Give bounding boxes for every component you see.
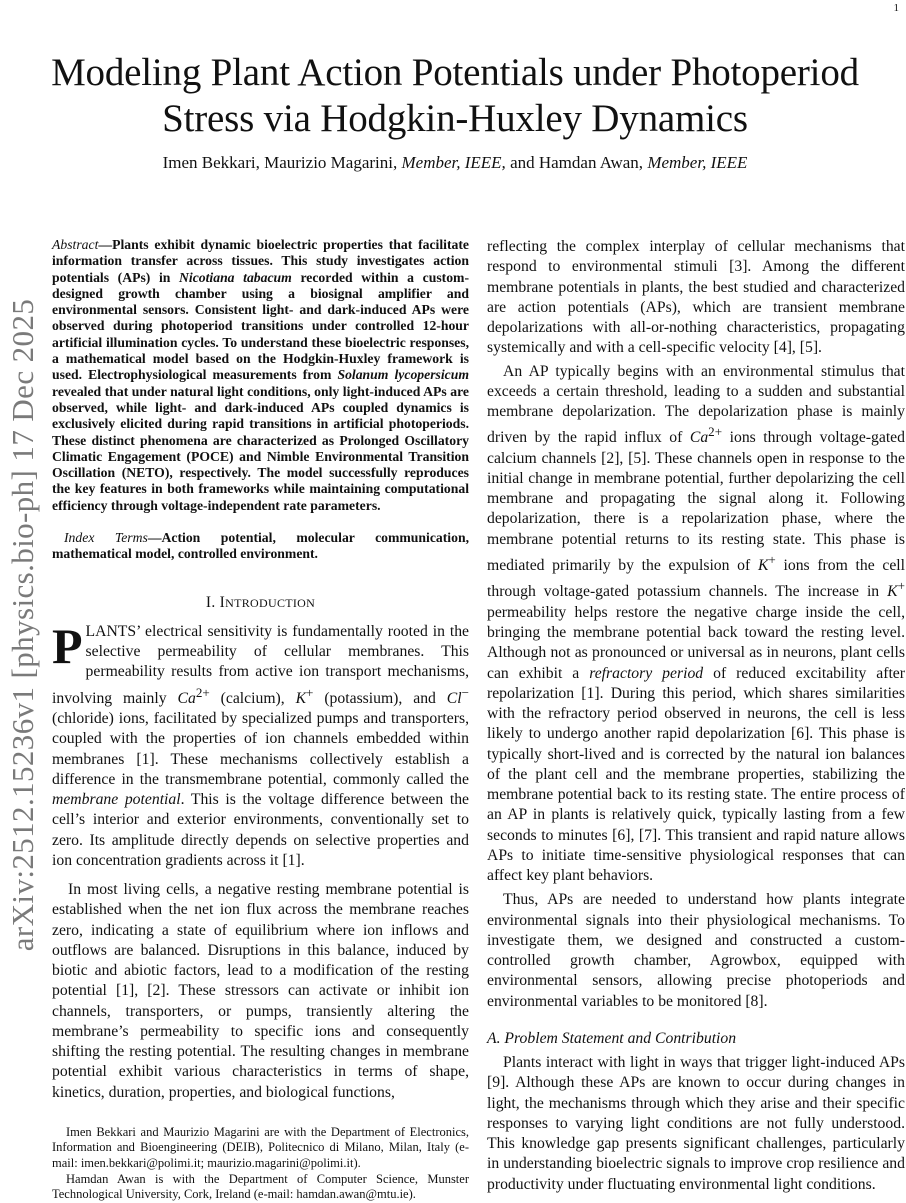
right-p2-c: ions from the cell through voltage-gated potassium channels. The increase in: [487, 557, 906, 601]
abstract-text-3: revealed that under natural light conditions, only light-induced APs are observed, while light- and dark-induced APs coupled dynamics is exclusively elicited during rapid transitions in artificial photoperiods. These distinct phenomena are characterized as Prolonged Oscillatory Climatic Engagement (POCE) and Nimble Environmental Transition Oscillation (NETO), respectively. The model successfully reproduces the key features in both frameworks while maintaining computational efficiency through voltage-independent rate parameters.: [52, 383, 469, 513]
subsection-heading: A. Problem Statement and Contribution: [487, 1029, 737, 1047]
right-p2-a: An AP typically begins with an environmental stimulus that exceeds a certain threshold, leading to a sudden and substantial membrane depolarization. The depolarization phase is mainly driven by the rapid influx of: [487, 362, 905, 447]
right-p2-e: of reduced excitability after repolarization [1]. During this period, which shares similarities with the refractory period observed in neurons, the cell is less likely to undergo another rapid depolarization [6]. This phase is typically short-lived and is corrected by the natural ion balances of the plant cell and the membrane properties, stabilizing the membrane potential back to its resting state. The entire process of an AP in plants is relatively quick, typically lasting from a few seconds to minutes [6], [7]. This transient and rapid nature allows APs to initiate time-sensitive physiological responses that can affect key plant behaviors.: [487, 664, 905, 885]
intro-p1-b: (calcium),: [209, 689, 296, 707]
footnotes: [52, 1125, 469, 1203]
right-p2-d: permeability helps restore the negative charge inside the cell, bringing the membrane potential back toward the resting level. Although not as pronounced or universal as in neurons, plant cells can exhibit a: [487, 603, 905, 682]
abstract: [52, 237, 469, 514]
abstract-species-2: Solanum lycopersicum: [337, 367, 469, 383]
intro-paragraph-1: [52, 617, 470, 871]
right-p2-emphasis: refractory period: [589, 664, 704, 682]
section-numeral: I. I: [205, 593, 226, 611]
title-line-2: Stress via Hodgkin-Huxley Dynamics: [162, 97, 748, 140]
calcium-symbol-2: Ca: [689, 429, 709, 447]
right-p2-b: ions through voltage-gated calcium channels [2], [5]. These channels open in response to the initial change in membrane potential, further depolarizing the cell membrane and propagating the signal along it. Following depolarization, there is a repolarization phase, where the membrane potential returns to its resting state. This phase is mediated primarily by the expulsion of: [487, 429, 905, 575]
intro-p1-emphasis: membrane potential: [52, 791, 181, 809]
right-paragraph-1: reflecting the complex interplay of cellular mechanisms that respond to environmental stimuli [3]. Among the different membrane potentials in plants, the best studied and characterized are action potentials (APs), which are transient membrane depolarizations with all-or-nothing characteristics, propagating systemically and with a cell-specific velocity [4], [5].: [487, 238, 905, 357]
calcium-charge-2: 2+: [708, 424, 723, 440]
intro-paragraph-2: In most living cells, a negative resting membrane potential is established when the net ion flux across the membrane reaches zero, indicating a state of equilibrium where ion inflows and outflows are balanced. Disruptions in this balance, induced by biotic and abiotic factors, lead to a modification of the resting potential [1], [2]. These stressors can activate or inhibit ion channels, transporters, or pumps, transiently altering the membrane’s permeability to specific ions and consequently shifting the resting potential. The resulting changes in membrane potential exhibit various characteristics in terms of shape, kinetics, duration, properties, and biological functions,: [52, 881, 469, 1101]
potassium-charge: +: [306, 684, 314, 700]
title-line-1: Modeling Plant Action Potentials under Photoperiod: [51, 51, 859, 94]
potassium-symbol-3: K: [887, 583, 898, 601]
potassium-symbol-2: K: [757, 557, 769, 575]
right-paragraph-4: Plants interact with light in ways that trigger light-induced APs [9]. Although these APs are known to occur during changes in light, the mechanisms through which they arise and their specific responses to varying light conditions are not fully understood. This knowledge gap presents significant challenges, particularly in understanding bioelectric signals to improve crop resilience and productivity under fluctuating environmental light conditions.: [487, 1054, 905, 1193]
index-terms: [52, 530, 469, 563]
authors-part-2: and Hamdan Awan,: [505, 153, 648, 172]
intro-p1-c: (potassium), and: [313, 689, 447, 707]
section-heading-introduction: [52, 593, 469, 613]
intro-p1-a: LANTS’ electrical sensitivity is fundamentally rooted in the selective permeability of cellular membranes. This permeability results from active ion transport mechanisms, involving mainly: [52, 622, 469, 707]
footnote-affiliation-1: Imen Bekkari and Maurizio Magarini are with the Department of Electronics, Information and Bioengineering (DEIB), Politecnico di Milano, Milan, Italy (e-mail: imen.bekkari@polimi.it; maurizio.magarini@polimi.it).: [52, 1124, 469, 1171]
drop-cap: P: [52, 617, 83, 674]
right-column: [487, 237, 905, 1195]
arxiv-stamp: [6, 262, 40, 988]
abstract-text-1: Plants exhibit dynamic bioelectric properties that facilitate information transfer across tissues. This study investigates action potentials (APs) in: [52, 237, 469, 285]
chloride-charge: −: [461, 684, 469, 700]
intro-p1-d: (chloride) ions, facilitated by specialized pumps and transporters, coupled with the properties of ion channels embedded within membranes [1]. These mechanisms collectively establish a difference in the transmembrane potential, commonly called the: [52, 710, 469, 788]
chloride-symbol: Cl: [446, 689, 462, 707]
left-column: [52, 237, 469, 1203]
arxiv-stamp-text: arXiv:2512.15236v1 [physics.bio-ph] 17 Dec 2025: [5, 298, 40, 952]
abstract-species-1: Nicotiana tabacum: [179, 269, 292, 285]
abstract-dash: —: [98, 237, 113, 252]
index-terms-text: Action potential, molecular communication, mathematical model, controlled environment.: [52, 530, 469, 562]
section-title-rest: NTRODUCTION: [225, 595, 316, 610]
index-terms-dash: —: [147, 530, 162, 546]
paper-title: [40, 50, 870, 142]
authors-part-1: Imen Bekkari, Maurizio Magarini,: [162, 153, 402, 172]
abstract-label: Abstract: [52, 237, 99, 252]
author-list: [40, 153, 870, 173]
potassium-symbol: K: [295, 689, 307, 707]
abstract-text-2: recorded within a custom-designed growth chamber using a biosignal amplifier and environmental sensors. Consistent light- and dark-induced APs were observed during photoperiod transitions under controlled 12-hour artificial illumination cycles. To understand these bioelectric responses, a mathematical model based on the Hodgkin-Huxley framework is used. Electrophysiological measurements from: [52, 269, 470, 383]
calcium-symbol: Ca: [177, 689, 196, 707]
author-membership-1: Member, IEEE,: [401, 153, 506, 172]
index-terms-label: Index Terms: [64, 530, 148, 546]
footnote-affiliation-2: Hamdan Awan is with the Department of Computer Science, Munster Technological University, Cork, Ireland (e-mail: hamdan.awan@mtu.ie).: [52, 1171, 469, 1202]
calcium-charge: 2+: [195, 684, 210, 700]
intro-p1-e: . This is the voltage difference between the cell’s interior and exterior environments, conventionally set to zero. Its amplitude directly depends on selective properties and ion concentration gradients across it [1].: [52, 791, 470, 869]
right-paragraph-2: [487, 362, 905, 887]
author-membership-2: Member, IEEE: [647, 153, 748, 172]
right-paragraph-3: Thus, APs are needed to understand how plants integrate environmental signals into their physiological mechanisms. To investigate them, we designed and constructed a custom-controlled growth chamber, Agrowbox, equipped with environmental sensors, allowing precise photoperiods and environmental variables to be monitored [8].: [487, 891, 905, 1010]
page-number: 1: [893, 2, 899, 14]
potassium-charge-2: +: [768, 551, 776, 567]
potassium-charge-3: +: [897, 578, 905, 594]
